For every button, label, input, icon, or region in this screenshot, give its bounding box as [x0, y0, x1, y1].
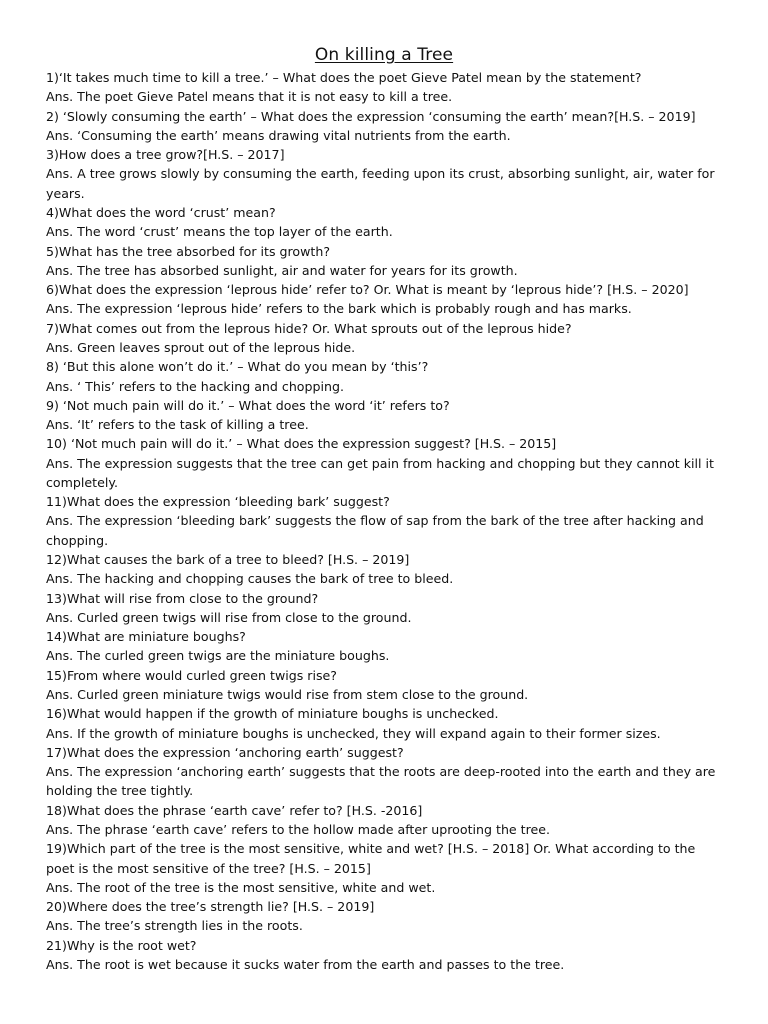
answer-line: Ans. The tree has absorbed sunlight, air and water for years for its growth.	[46, 262, 518, 278]
answer-line: Ans. Curled green twigs will rise from close to the ground.	[46, 609, 412, 625]
question-line: 1)‘It takes much time to kill a tree.’ – What does the poet Gieve Patel mean by the statement?	[46, 70, 642, 85]
answer-line: Ans. The phrase ‘earth cave’ refers to the hollow made after uprooting the tree.	[46, 821, 551, 837]
document-page	[46, 44, 722, 974]
question-line: 3)How does a tree grow?[H.S. – 2017]	[46, 147, 285, 163]
question-line: 2) ‘Slowly consuming the earth’ – What does the expression ‘consuming the earth’ mean?[H.S. – 2019]	[46, 108, 696, 124]
answer-line: Ans. ‘Consuming the earth’ means drawing vital nutrients from the earth.	[46, 127, 511, 143]
question-line: 19)Which part of the tree is the most sensitive, white and wet? [H.S. – 2018] Or. What according to the poet is the most sensitive of the tree? [H.S. – 2015]	[46, 841, 696, 876]
answer-line: Ans. Curled green miniature twigs would rise from stem close to the ground.	[46, 687, 529, 702]
question-line: 9) ‘Not much pain will do it.’ – What does the word ‘it’ refers to?	[46, 397, 450, 413]
question-line: 16)What would happen if the growth of miniature boughs is unchecked.	[46, 706, 499, 722]
question-line: 7)What comes out from the leprous hide? Or. What sprouts out of the leprous hide?	[46, 320, 572, 336]
question-line: 12)What causes the bark of a tree to bleed? [H.S. – 2019]	[46, 552, 410, 568]
question-line: 13)What will rise from close to the ground?	[46, 590, 319, 606]
answer-line: Ans. The expression ‘leprous hide’ refers to the bark which is probably rough and has marks.	[46, 301, 632, 317]
answer-line: Ans. Green leaves sprout out of the leprous hide.	[46, 339, 356, 355]
answer-line: Ans. A tree grows slowly by consuming the earth, feeding upon its crust, absorbing sunlight, air, water for years.	[46, 166, 715, 201]
answer-line: Ans. The expression ‘anchoring earth’ suggests that the roots are deep-rooted into the earth and they are holding the tree tightly.	[46, 764, 716, 799]
question-line: 11)What does the expression ‘bleeding bark’ suggest?	[46, 494, 390, 510]
question-line: 8) ‘But this alone won’t do it.’ – What do you mean by ‘this’?	[46, 359, 429, 375]
question-line: 5)What has the tree absorbed for its growth?	[46, 243, 331, 259]
question-line: 10) ‘Not much pain will do it.’ – What does the expression suggest? [H.S. – 2015]	[46, 436, 557, 452]
question-line: 21)Why is the root wet?	[46, 937, 197, 953]
question-line: 6)What does the expression ‘leprous hide’ refer to? Or. What is meant by ‘leprous hide’? [H.S. – 2020]	[46, 282, 689, 298]
answer-line: Ans. ‘ This’ refers to the hacking and chopping.	[46, 378, 344, 394]
question-line: 20)Where does the tree’s strength lie? [H.S. – 2019]	[46, 899, 375, 915]
question-line: 18)What does the phrase ‘earth cave’ refer to? [H.S. -2016]	[46, 802, 423, 818]
answer-line: Ans. The curled green twigs are the miniature boughs.	[46, 648, 390, 664]
answer-line: Ans. The expression ‘bleeding bark’ suggests the flow of sap from the bark of the tree after hacking and chopping.	[46, 513, 704, 548]
answer-line: Ans. The root of the tree is the most sensitive, white and wet.	[46, 879, 436, 895]
question-answer-list	[46, 68, 722, 974]
answer-line: Ans. The expression suggests that the tree can get pain from hacking and chopping but they cannot kill it completely.	[46, 455, 714, 490]
answer-line: Ans. The word ‘crust’ means the top layer of the earth.	[46, 224, 393, 240]
question-line: 14)What are miniature boughs?	[46, 629, 246, 645]
question-line: 4)What does the word ‘crust’ mean?	[46, 204, 276, 220]
answer-line: Ans. The root is wet because it sucks water from the earth and passes to the tree.	[46, 956, 565, 972]
answer-line: Ans. The tree’s strength lies in the roots.	[46, 918, 303, 934]
answer-line: Ans. If the growth of miniature boughs is unchecked, they will expand again to their former sizes.	[46, 725, 661, 741]
answer-line: Ans. The hacking and chopping causes the bark of tree to bleed.	[46, 571, 454, 587]
answer-line: Ans. The poet Gieve Patel means that it is not easy to kill a tree.	[46, 89, 453, 105]
question-line: 15)From where would curled green twigs rise?	[46, 667, 337, 683]
question-line: 17)What does the expression ‘anchoring earth’ suggest?	[46, 744, 404, 760]
answer-line: Ans. ‘It’ refers to the task of killing a tree.	[46, 417, 309, 433]
document-title: On killing a Tree	[314, 45, 454, 65]
